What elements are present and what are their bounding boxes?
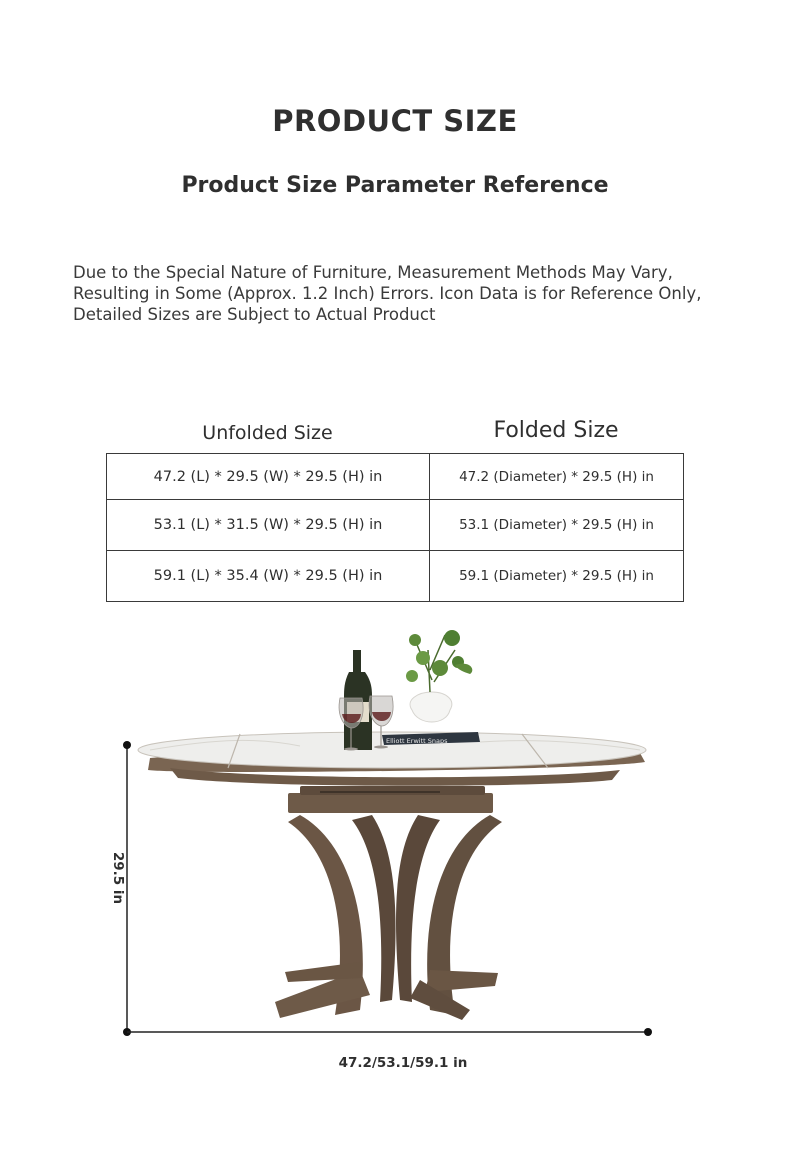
note-line: Resulting in Some (Approx. 1.2 Inch) Errors. Icon Data is for Reference Only, xyxy=(73,284,702,303)
unfolded-size-header: Unfolded Size xyxy=(202,422,333,444)
table-row xyxy=(107,500,684,551)
table-row xyxy=(107,454,684,500)
book-title-text: Elliott Erwitt Snaps xyxy=(386,737,448,745)
folded-size-cell: 47.2 (Diameter) * 29.5 (H) in xyxy=(430,454,684,500)
folded-size-cell: 59.1 (Diameter) * 29.5 (H) in xyxy=(430,551,684,602)
page-title: PRODUCT SIZE xyxy=(272,104,518,138)
page-subtitle: Product Size Parameter Reference xyxy=(181,173,609,198)
unfolded-size-cell: 47.2 (L) * 29.5 (W) * 29.5 (H) in xyxy=(107,454,430,500)
unfolded-size-cell: 53.1 (L) * 31.5 (W) * 29.5 (H) in xyxy=(107,500,430,551)
folded-size-cell: 53.1 (Diameter) * 29.5 (H) in xyxy=(430,500,684,551)
table-product-illustration xyxy=(0,610,790,1090)
flower-vase xyxy=(406,630,472,722)
width-dimension-line xyxy=(127,1028,652,1036)
folded-size-header: Folded Size xyxy=(493,418,619,443)
unfolded-size-cell: 59.1 (L) * 35.4 (W) * 29.5 (H) in xyxy=(107,551,430,602)
note-line: Due to the Special Nature of Furniture, Measurement Methods May Vary, xyxy=(73,263,673,282)
measurement-note xyxy=(73,262,753,325)
height-dimension-label: 29.5 in xyxy=(110,851,126,905)
table-pedestal xyxy=(275,786,502,1020)
note-line: Detailed Sizes are Subject to Actual Product xyxy=(73,305,436,324)
table-row xyxy=(107,551,684,602)
width-dimension-label: 47.2/53.1/59.1 in xyxy=(338,1055,468,1071)
size-table xyxy=(106,453,684,602)
